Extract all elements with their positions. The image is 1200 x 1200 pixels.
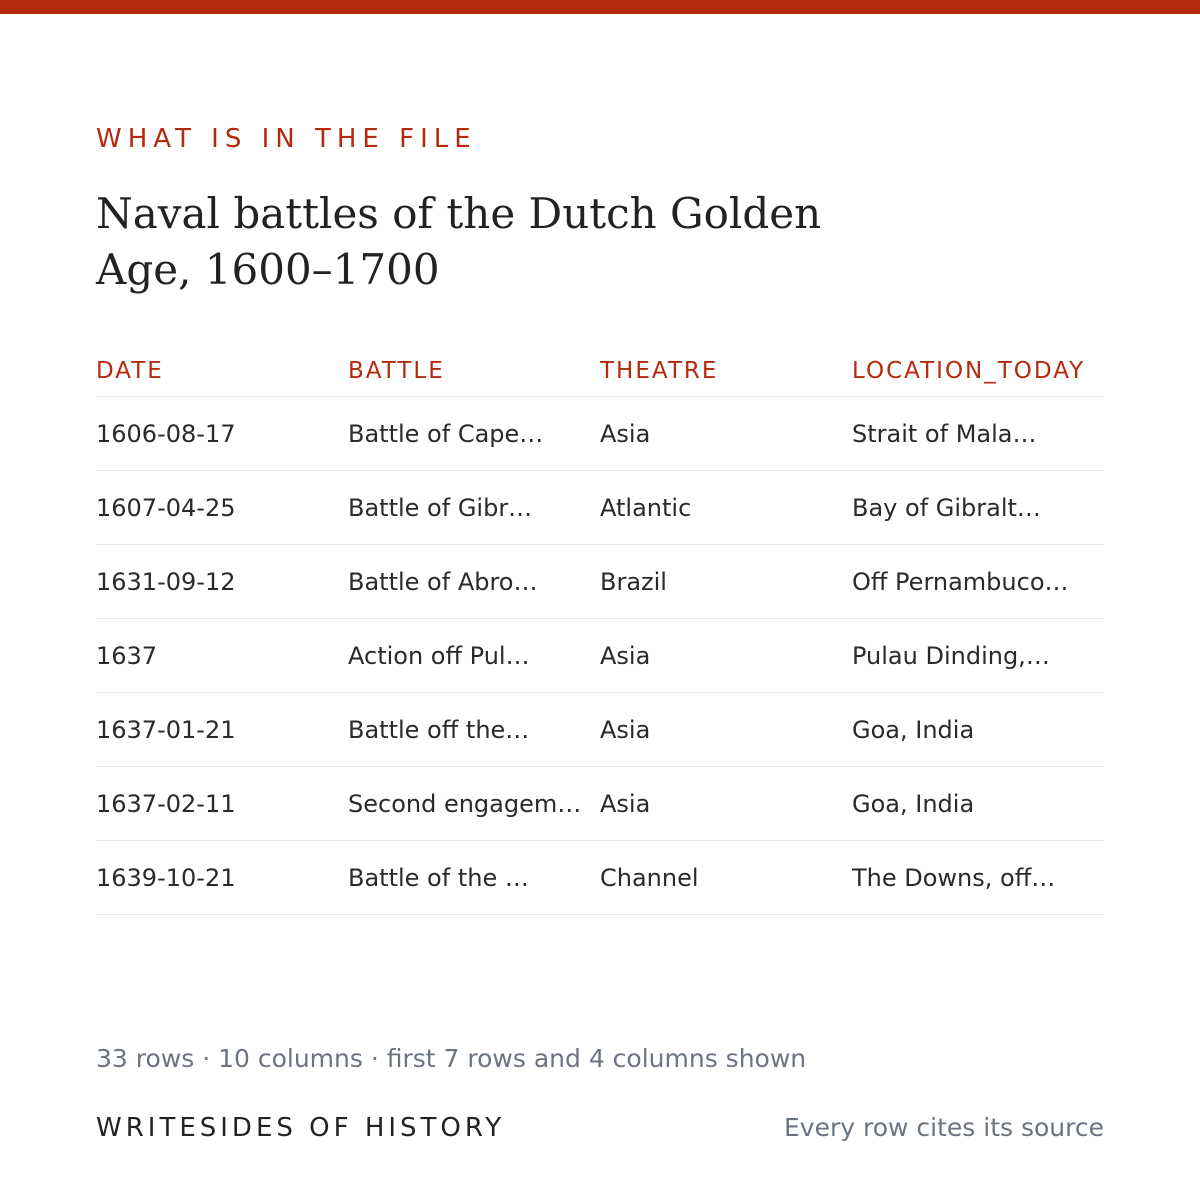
table-row: [96, 619, 1104, 693]
column-header-date: DATE: [96, 358, 164, 384]
table-row: [96, 693, 1104, 767]
column-header-theatre: THEATRE: [600, 358, 719, 384]
table-cell-location-today: Pulau Dinding,…: [852, 641, 1050, 670]
table-cell-date: 1637: [96, 641, 158, 670]
table-cell-location-today: Bay of Gibralt…: [852, 493, 1041, 522]
table-cell-battle: Battle of the …: [348, 863, 529, 892]
table-cell-location-today: Goa, India: [852, 789, 975, 818]
table-cell-theatre: Asia: [600, 715, 651, 744]
table-cell-location-today: Strait of Mala…: [852, 419, 1037, 448]
section-eyebrow: WHAT IS IN THE FILE: [96, 124, 477, 154]
table-cell-date: 1639-10-21: [96, 863, 236, 892]
brand-name: WRITESIDES OF HISTORY: [96, 1113, 506, 1143]
table-cell-theatre: Asia: [600, 419, 651, 448]
column-header-location-today: LOCATION_TODAY: [852, 358, 1086, 384]
table-cell-date: 1606-08-17: [96, 419, 236, 448]
table-cell-theatre: Atlantic: [600, 493, 692, 522]
table-row: [96, 767, 1104, 841]
table-cell-battle: Battle off the…: [348, 715, 530, 744]
table-row: [96, 545, 1104, 619]
table-cell-battle: Battle of Cape…: [348, 419, 544, 448]
table-header-row: [96, 346, 1104, 397]
brand-tagline: Every row cites its source: [784, 1113, 1104, 1142]
table-row: [96, 471, 1104, 545]
top-accent-bar: [0, 0, 1200, 14]
table-cell-battle: Second engagem…: [348, 789, 582, 818]
table-cell-theatre: Brazil: [600, 567, 667, 596]
table-cell-date: 1607-04-25: [96, 493, 236, 522]
table-cell-location-today: Goa, India: [852, 715, 975, 744]
table-cell-battle: Battle of Gibr…: [348, 493, 533, 522]
table-cell-location-today: Off Pernambuco…: [852, 567, 1069, 596]
table-body: [96, 397, 1104, 915]
column-header-battle: BATTLE: [348, 358, 445, 384]
table-cell-date: 1631-09-12: [96, 567, 236, 596]
table-cell-battle: Action off Pul…: [348, 641, 530, 670]
table-cell-date: 1637-02-11: [96, 789, 236, 818]
table-cell-battle: Battle of Abro…: [348, 567, 538, 596]
page-title: Naval battles of the Dutch Golden Age, 1600–1700: [96, 189, 822, 294]
table-cell-theatre: Asia: [600, 789, 651, 818]
table-row: [96, 841, 1104, 915]
table-summary: 33 rows · 10 columns · first 7 rows and 4 columns shown: [96, 1044, 807, 1073]
data-preview-table: [96, 346, 1104, 915]
table-cell-theatre: Channel: [600, 863, 699, 892]
table-cell-theatre: Asia: [600, 641, 651, 670]
table-cell-date: 1637-01-21: [96, 715, 236, 744]
table-cell-location-today: The Downs, off…: [852, 863, 1056, 892]
table-row: [96, 397, 1104, 471]
